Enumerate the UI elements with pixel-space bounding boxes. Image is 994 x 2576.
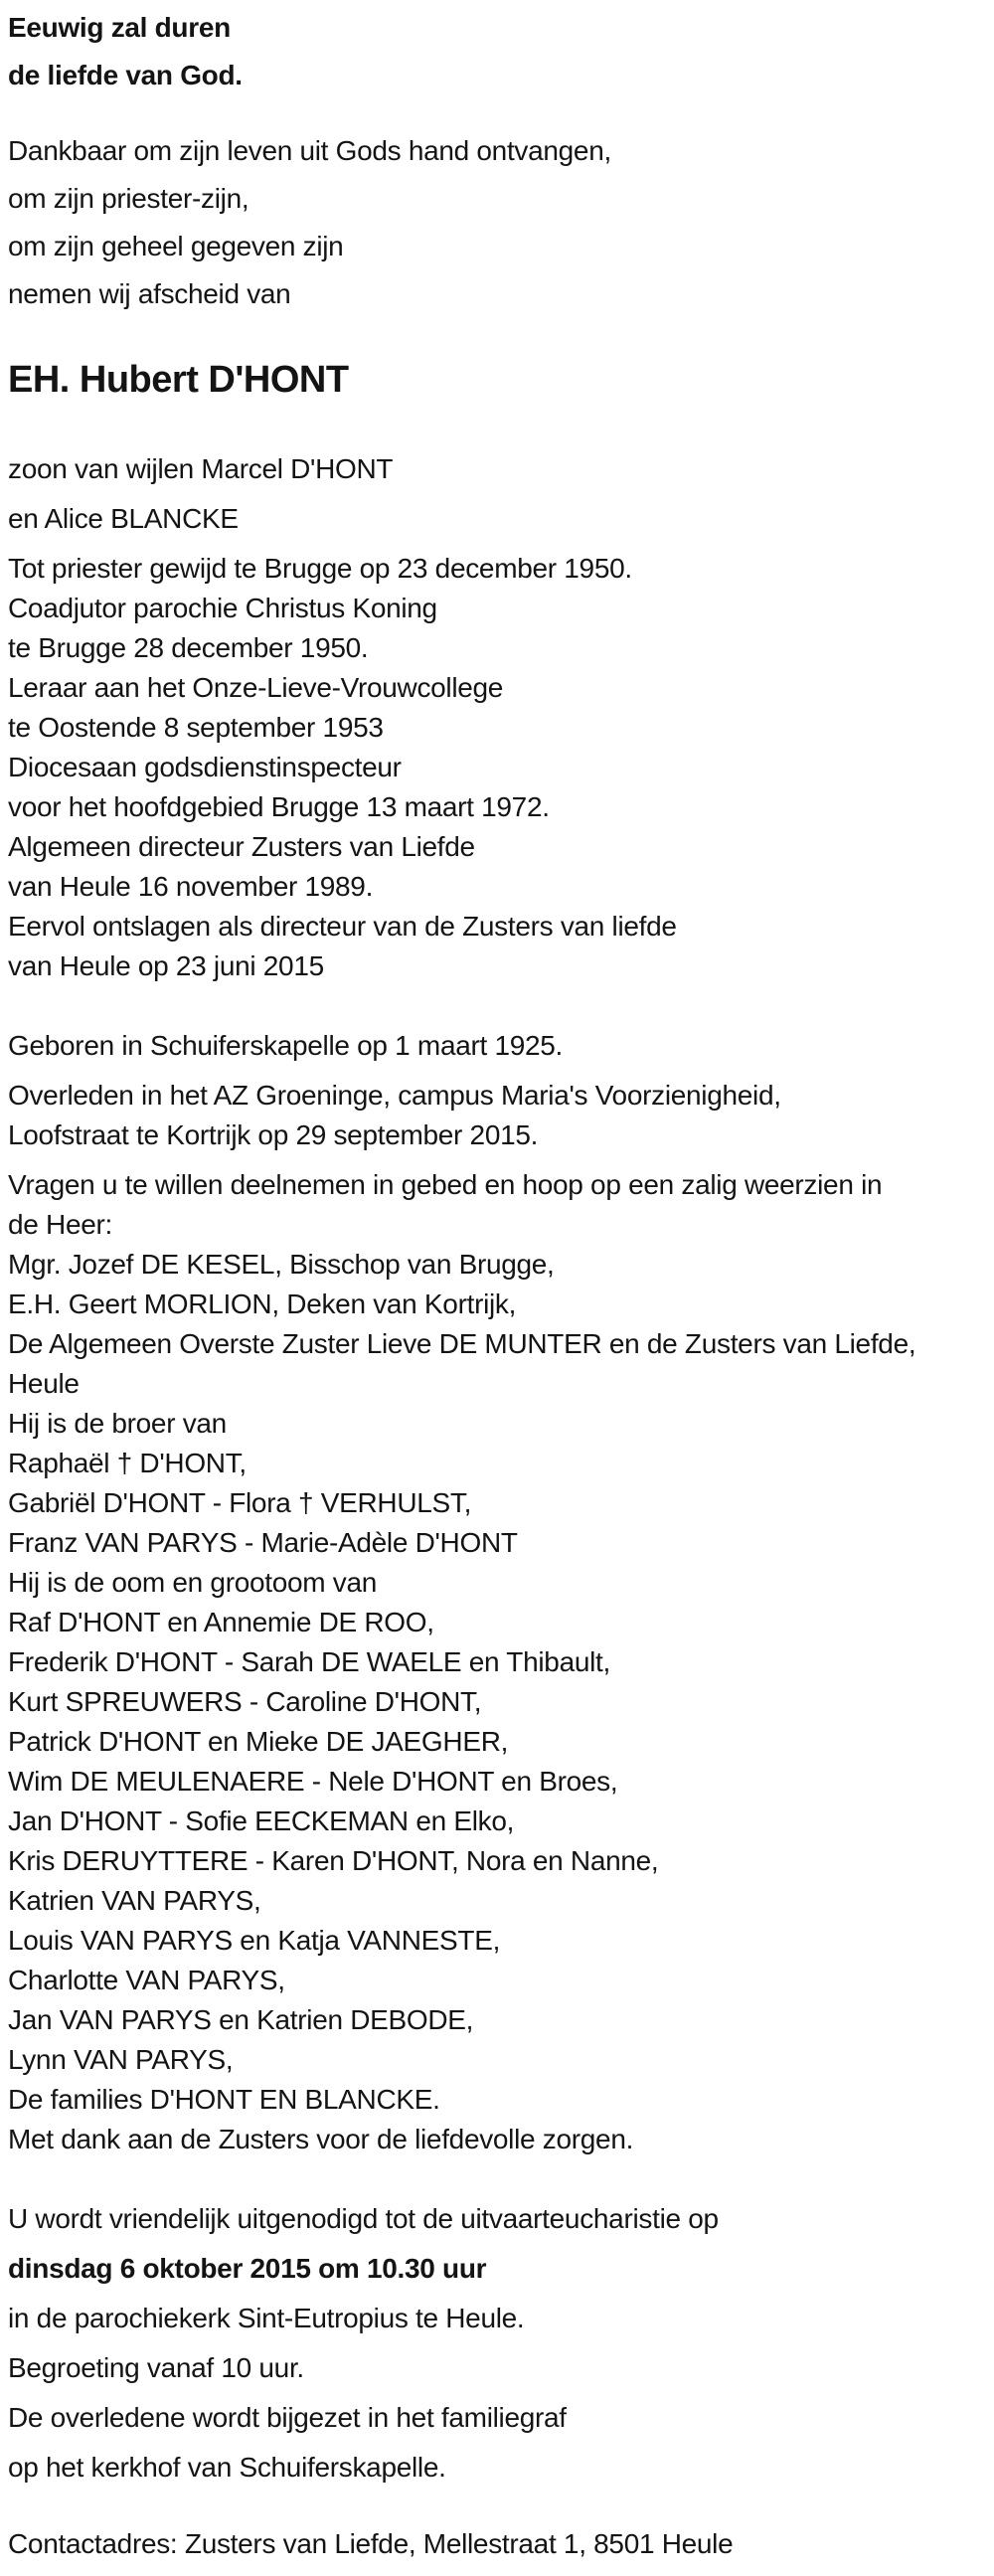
burial-line: De overledene wordt bijgezet in het familiegraf [8,2402,567,2433]
funeral-location: in de parochiekerk Sint-Eutropius te Heule. [8,2303,525,2333]
career-line: voor het hoofdgebied Brugge 13 maart 1972. [8,791,550,822]
mourner-line: Louis VAN PARYS en Katja VANNESTE, [8,1925,501,1956]
death-line: Overleden in het AZ Groeninge, campus Maria's Voorzienigheid, [8,1080,781,1111]
lineage-line: en Alice BLANCKE [8,503,239,534]
farewell-line: nemen wij afscheid van [8,278,291,309]
mourners-section [8,1165,990,2159]
death-section [8,1076,990,1155]
career-line: Diocesaan godsdienstinspecteur [8,752,402,782]
career-line: Tot priester gewijd te Brugge op 23 december 1950. [8,553,632,584]
career-line: Eervol ontslagen als directeur van de Zusters van liefde [8,911,677,942]
funeral-greeting: Begroeting vanaf 10 uur. [8,2352,304,2383]
mourner-line: Lynn VAN PARYS, [8,2044,234,2075]
farewell-line: om zijn geheel gegeven zijn [8,231,344,261]
mourner-line: E.H. Geert MORLION, Deken van Kortrijk, [8,1288,517,1319]
career-section [8,549,990,986]
mourner-line: Franz VAN PARYS - Marie-Adèle D'HONT [8,1527,518,1558]
mourner-line: Vragen u te willen deelnemen in gebed en hoop op een zalig weerzien in [8,1169,883,1200]
deceased-name: EH. Hubert D'HONT [8,359,349,401]
mourner-line: Katrien VAN PARYS, [8,1885,261,1916]
farewell-line: om zijn priester-zijn, [8,183,249,214]
burial-line: op het kerkhof van Schuiferskapelle. [8,2452,446,2483]
mourner-line: Kris DERUYTTERE - Karen D'HONT, Nora en Nanne, [8,1845,659,1876]
funeral-datetime: dinsdag 6 oktober 2015 om 10.30 uur [8,2253,487,2284]
mourner-line: de Heer: [8,1209,112,1240]
mourner-line: Met dank aan de Zusters voor de liefdevolle zorgen. [8,2124,634,2154]
mourner-line: De Algemeen Overste Zuster Lieve DE MUNTER en de Zusters van Liefde, [8,1328,916,1359]
mourner-line: Heule [8,1368,80,1399]
career-line: van Heule 16 november 1989. [8,871,374,902]
epigraph-line: Eeuwig zal duren [8,12,231,43]
death-line: Loofstraat te Kortrijk op 29 september 2015. [8,1119,539,1150]
career-line: Algemeen directeur Zusters van Liefde [8,831,475,862]
mourner-line: Gabriël D'HONT - Flora † VERHULST, [8,1487,472,1518]
mourner-line: Frederik D'HONT - Sarah DE WAELE en Thibault, [8,1646,610,1677]
mourner-line: Wim DE MEULENAERE - Nele D'HONT en Broes, [8,1766,618,1797]
lineage-line: zoon van wijlen Marcel D'HONT [8,453,394,484]
mourner-line: Jan D'HONT - Sofie EECKEMAN en Elko, [8,1805,515,1836]
mourner-line: Kurt SPREUWERS - Caroline D'HONT, [8,1686,482,1717]
contact-line: Contactadres: Zusters van Liefde, Mellestraat 1, 8501 Heule [8,2528,734,2559]
birth-line: Geboren in Schuiferskapelle op 1 maart 1925. [8,1030,564,1061]
career-line: Coadjutor parochie Christus Koning [8,593,437,623]
mourner-line: De families D'HONT EN BLANCKE. [8,2084,440,2115]
mourner-line: Raphaël † D'HONT, [8,1448,247,1478]
mourner-line: Patrick D'HONT en Mieke DE JAEGHER, [8,1726,509,1757]
mourner-line: Charlotte VAN PARYS, [8,1965,285,1995]
mourner-line: Jan VAN PARYS en Katrien DEBODE, [8,2004,474,2035]
career-line: te Brugge 28 december 1950. [8,632,369,663]
mourner-line: Hij is de broer van [8,1408,227,1439]
invitation-line: U wordt vriendelijk uitgenodigd tot de uitvaarteucharistie op [8,2203,719,2234]
career-line: Leraar aan het Onze-Lieve-Vrouwcollege [8,672,504,703]
mourner-line: Mgr. Jozef DE KESEL, Bisschop van Brugge, [8,1249,555,1280]
mourner-line: Hij is de oom en grootoom van [8,1567,378,1598]
farewell-line: Dankbaar om zijn leven uit Gods hand ontvangen, [8,135,611,166]
epigraph-line: de liefde van God. [8,60,243,90]
mourner-line: Raf D'HONT en Annemie DE ROO, [8,1607,434,1637]
career-line: van Heule op 23 juni 2015 [8,950,324,981]
career-line: te Oostende 8 september 1953 [8,712,384,743]
